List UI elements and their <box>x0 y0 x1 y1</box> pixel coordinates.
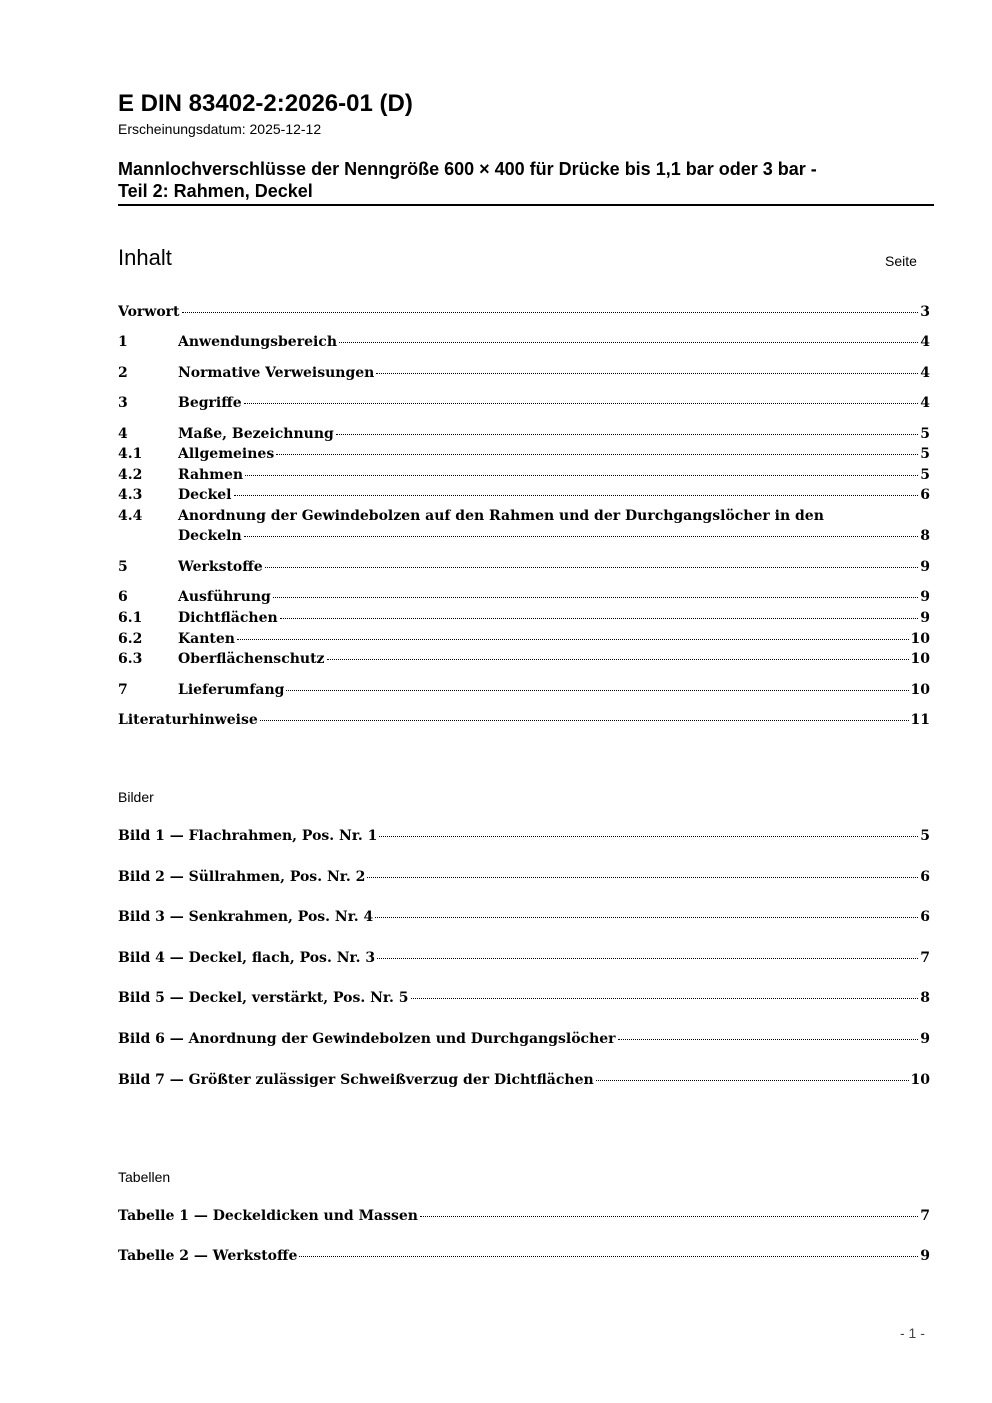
toc-entry-7[interactable] <box>118 681 930 699</box>
dot-leader <box>377 946 918 959</box>
toc-entry-number: 5 <box>118 559 128 575</box>
toc-entry-label: Normative Verweisungen <box>178 365 375 381</box>
toc-entry-page: 9 <box>920 589 930 605</box>
toc-entry-3[interactable] <box>118 394 930 412</box>
toc-entry-vorwort[interactable] <box>118 303 930 321</box>
toc-entry-6-3[interactable] <box>118 650 930 668</box>
dot-leader <box>596 1068 909 1081</box>
figure-entry-label: Bild 3 — Senkrahmen, Pos. Nr. 4 <box>118 909 374 925</box>
toc-entry-6-1[interactable] <box>118 609 930 627</box>
dot-leader <box>276 442 918 455</box>
toc-entry-number: 4.2 <box>118 467 143 483</box>
toc-entry-label: Begriffe <box>178 395 242 411</box>
table-entry[interactable] <box>118 1247 930 1265</box>
page-number: - 1 - <box>900 1325 925 1341</box>
document-title <box>118 158 933 202</box>
figure-entry[interactable] <box>118 1030 930 1048</box>
dot-leader <box>375 905 918 918</box>
figure-entry-label: Bild 6 — Anordnung der Gewindebolzen und Durchgangslöcher <box>118 1031 616 1047</box>
figure-entry-page: 5 <box>920 828 930 844</box>
toc-entry-label: Rahmen <box>178 467 244 483</box>
table-entry-page: 7 <box>920 1208 930 1224</box>
table-entry-page: 9 <box>920 1248 930 1264</box>
toc-entry-page: 5 <box>920 446 930 462</box>
toc-entry-6-2[interactable] <box>118 630 930 648</box>
dot-leader <box>286 678 908 691</box>
toc-entry-label: Oberflächenschutz <box>178 651 325 667</box>
toc-entry-number: 1 <box>118 334 128 350</box>
toc-entry-page: 9 <box>920 610 930 626</box>
dot-leader <box>376 361 918 374</box>
toc-entry-label: Anordnung der Gewindebolzen auf den Rahmen und der Durchgangslöcher in den <box>178 508 824 524</box>
toc-entry-page: 5 <box>920 467 930 483</box>
dot-leader <box>339 330 918 343</box>
table-entry-label: Tabelle 1 — Deckeldicken und Massen <box>118 1208 418 1224</box>
toc-entry-page: 8 <box>920 528 930 544</box>
toc-entry-number: 6.3 <box>118 651 143 667</box>
dot-leader <box>618 1027 919 1040</box>
dot-leader <box>420 1204 918 1217</box>
page-column-label: Seite <box>885 253 917 269</box>
dot-leader <box>182 300 919 313</box>
toc-entry-label: Lieferumfang <box>178 682 285 698</box>
dot-leader <box>336 422 918 435</box>
toc-entry-page: 6 <box>920 487 930 503</box>
toc-entry-label: Ausführung <box>178 589 271 605</box>
toc-entry-label-cont: Deckeln <box>178 528 242 544</box>
figures-heading: Bilder <box>118 789 154 805</box>
toc-entry-6[interactable] <box>118 588 930 606</box>
toc-entry-number: 4.4 <box>118 508 143 524</box>
figure-entry[interactable] <box>118 908 930 926</box>
dot-leader <box>237 627 909 640</box>
dot-leader <box>411 986 919 999</box>
toc-entry-page: 4 <box>920 334 930 350</box>
table-entry-label: Tabelle 2 — Werkstoffe <box>118 1248 298 1264</box>
toc-entry-label: Werkstoffe <box>178 559 263 575</box>
toc-entry-4-4[interactable] <box>118 507 930 547</box>
toc-entry-page: 10 <box>910 651 930 667</box>
figure-entry-label: Bild 2 — Süllrahmen, Pos. Nr. 2 <box>118 869 366 885</box>
toc-entry-page: 9 <box>920 559 930 575</box>
toc-entry-label: Maße, Bezeichnung <box>178 426 334 442</box>
toc-entry-label: Literaturhinweise <box>118 712 258 728</box>
toc-entry-page: 3 <box>920 304 930 320</box>
toc-entry-number: 2 <box>118 365 128 381</box>
toc-entry-label: Deckel <box>178 487 232 503</box>
figure-entry-label: Bild 1 — Flachrahmen, Pos. Nr. 1 <box>118 828 378 844</box>
figure-entry[interactable] <box>118 949 930 967</box>
dot-leader <box>265 555 919 568</box>
toc-entry-page: 10 <box>910 631 930 647</box>
toc-entry-label: Vorwort <box>118 304 180 320</box>
dot-leader <box>244 524 919 537</box>
toc-heading: Inhalt <box>118 245 172 270</box>
table-entry[interactable] <box>118 1207 930 1225</box>
dot-leader <box>280 606 919 619</box>
toc-entry-continuation <box>178 527 930 545</box>
toc-entry-number: 6.2 <box>118 631 143 647</box>
toc-entry-number: 7 <box>118 682 128 698</box>
dot-leader <box>327 647 909 660</box>
toc-entry-4[interactable] <box>118 425 930 443</box>
toc-entry-4-2[interactable] <box>118 466 930 484</box>
publication-date: Erscheinungsdatum: 2025-12-12 <box>118 121 322 137</box>
toc-entry-4-1[interactable] <box>118 445 930 463</box>
title-divider <box>118 204 934 206</box>
toc-entry-label: Anwendungsbereich <box>178 334 337 350</box>
toc-entry-5[interactable] <box>118 558 930 576</box>
figure-entry-page: 9 <box>920 1031 930 1047</box>
dot-leader <box>260 708 909 721</box>
figure-entry-label: Bild 7 — Größter zulässiger Schweißverzug der Dichtflächen <box>118 1072 594 1088</box>
figure-entry-page: 6 <box>920 869 930 885</box>
dot-leader <box>367 865 918 878</box>
title-line-1: Mannlochverschlüsse der Nenngröße 600 × 400 für Drücke bis 1,1 bar oder 3 bar - <box>118 159 817 179</box>
toc-entry-number: 4 <box>118 426 128 442</box>
dot-leader <box>273 585 918 598</box>
dot-leader <box>244 391 919 404</box>
figure-entry-page: 6 <box>920 909 930 925</box>
toc-entry-number: 6.1 <box>118 610 143 626</box>
toc-entry-label: Dichtflächen <box>178 610 278 626</box>
toc-entry-page: 4 <box>920 395 930 411</box>
figure-entry[interactable] <box>118 827 930 845</box>
toc-entry-4-3[interactable] <box>118 486 930 504</box>
figure-entry-label: Bild 5 — Deckel, verstärkt, Pos. Nr. 5 <box>118 990 409 1006</box>
toc-entry-literaturhinweise[interactable] <box>118 711 930 729</box>
figure-entry[interactable] <box>118 868 930 886</box>
toc-entry-page: 4 <box>920 365 930 381</box>
toc-entry-page: 10 <box>910 682 930 698</box>
toc-entry-page: 5 <box>920 426 930 442</box>
toc-entry-1[interactable] <box>118 333 930 351</box>
dot-leader <box>299 1244 918 1257</box>
figure-entry-label: Bild 4 — Deckel, flach, Pos. Nr. 3 <box>118 950 376 966</box>
toc-entry-number: 4.3 <box>118 487 143 503</box>
toc-entry-page: 11 <box>910 712 930 728</box>
figure-entry-page: 8 <box>920 990 930 1006</box>
document-id: E DIN 83402-2:2026-01 (D) <box>118 90 413 117</box>
tables-heading: Tabellen <box>118 1169 171 1185</box>
toc-entry-number: 3 <box>118 395 128 411</box>
dot-leader <box>234 483 919 496</box>
figure-entry[interactable] <box>118 989 930 1007</box>
toc-entry-2[interactable] <box>118 364 930 382</box>
toc-entry-number: 4.1 <box>118 446 143 462</box>
toc-entry-label: Allgemeines <box>178 446 275 462</box>
figure-entry[interactable] <box>118 1071 930 1089</box>
dot-leader <box>379 824 918 837</box>
toc-entry-number: 6 <box>118 589 128 605</box>
toc-entry-label: Kanten <box>178 631 235 647</box>
title-line-2: Teil 2: Rahmen, Deckel <box>118 181 313 201</box>
figure-entry-page: 10 <box>910 1072 930 1088</box>
dot-leader <box>245 463 918 476</box>
figure-entry-page: 7 <box>920 950 930 966</box>
